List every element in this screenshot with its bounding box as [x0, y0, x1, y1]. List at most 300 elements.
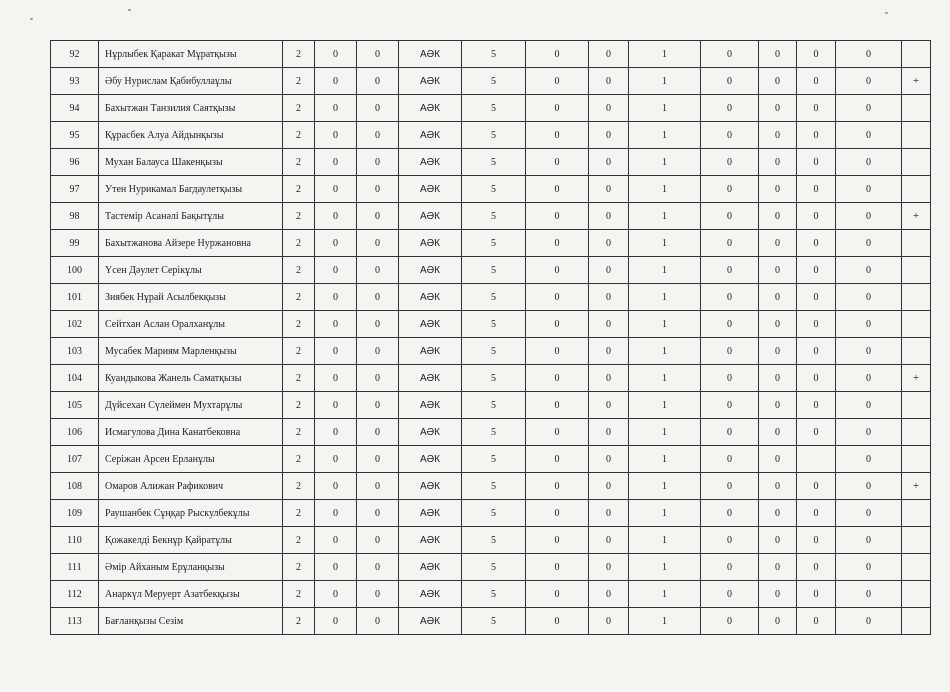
program-code-cell: АӘК: [399, 500, 462, 527]
value-cell: 0: [589, 392, 629, 419]
value-cell: 0: [357, 176, 399, 203]
value-cell: 0: [797, 68, 836, 95]
value-cell: 0: [315, 554, 357, 581]
row-number-cell: 98: [51, 203, 99, 230]
mark-cell: [902, 608, 931, 635]
value-cell: 2: [283, 365, 315, 392]
value-cell: 0: [797, 176, 836, 203]
mark-cell: [902, 581, 931, 608]
value-cell: 0: [357, 338, 399, 365]
value-cell: 2: [283, 284, 315, 311]
value-cell: 5: [462, 527, 526, 554]
table-row: [51, 554, 931, 581]
mark-cell: [902, 446, 931, 473]
value-cell: 0: [797, 608, 836, 635]
row-number-cell: 109: [51, 500, 99, 527]
student-name-cell: Раушанбек Сұңқар Рыскулбекұлы: [99, 500, 283, 527]
value-cell: 1: [629, 284, 701, 311]
program-code-cell: АӘК: [399, 41, 462, 68]
value-cell: 0: [701, 41, 759, 68]
value-cell: 0: [315, 95, 357, 122]
value-cell: 0: [759, 122, 797, 149]
value-cell: 0: [315, 122, 357, 149]
mark-cell: [902, 41, 931, 68]
student-name-cell: Бахытжан Танзилия Саятқызы: [99, 95, 283, 122]
value-cell: 0: [797, 500, 836, 527]
value-cell: 5: [462, 311, 526, 338]
table-row: [51, 311, 931, 338]
value-cell: 5: [462, 203, 526, 230]
value-cell: 0: [315, 608, 357, 635]
mark-cell: +: [902, 365, 931, 392]
value-cell: 0: [526, 608, 589, 635]
value-cell: 0: [701, 446, 759, 473]
value-cell: 2: [283, 527, 315, 554]
value-cell: 2: [283, 446, 315, 473]
value-cell: 0: [526, 419, 589, 446]
value-cell: 0: [589, 203, 629, 230]
value-cell: 0: [589, 365, 629, 392]
value-cell: 0: [315, 446, 357, 473]
value-cell: 0: [836, 446, 902, 473]
mark-cell: [902, 176, 931, 203]
value-cell: 0: [797, 257, 836, 284]
row-number-cell: 95: [51, 122, 99, 149]
value-cell: 0: [701, 500, 759, 527]
value-cell: 0: [836, 365, 902, 392]
value-cell: 0: [759, 419, 797, 446]
value-cell: 1: [629, 392, 701, 419]
row-number-cell: 111: [51, 554, 99, 581]
mark-cell: [902, 284, 931, 311]
value-cell: 5: [462, 41, 526, 68]
program-code-cell: АӘК: [399, 176, 462, 203]
value-cell: 2: [283, 203, 315, 230]
value-cell: 0: [759, 392, 797, 419]
value-cell: 0: [701, 419, 759, 446]
value-cell: 1: [629, 365, 701, 392]
row-number-cell: 102: [51, 311, 99, 338]
value-cell: 0: [836, 257, 902, 284]
value-cell: 0: [526, 554, 589, 581]
value-cell: 0: [357, 68, 399, 95]
value-cell: 1: [629, 473, 701, 500]
value-cell: 0: [526, 203, 589, 230]
value-cell: 0: [315, 203, 357, 230]
value-cell: 1: [629, 176, 701, 203]
value-cell: 0: [589, 419, 629, 446]
value-cell: 0: [357, 365, 399, 392]
value-cell: 5: [462, 149, 526, 176]
value-cell: 0: [589, 311, 629, 338]
mark-cell: [902, 419, 931, 446]
value-cell: 0: [701, 230, 759, 257]
value-cell: 0: [836, 68, 902, 95]
table-row: [51, 230, 931, 257]
student-name-cell: Бағланқызы Сезім: [99, 608, 283, 635]
row-number-cell: 96: [51, 149, 99, 176]
value-cell: 0: [315, 473, 357, 500]
value-cell: 0: [589, 230, 629, 257]
value-cell: 0: [759, 41, 797, 68]
value-cell: 0: [357, 122, 399, 149]
row-number-cell: 107: [51, 446, 99, 473]
table-row: [51, 284, 931, 311]
student-name-cell: Бахытжанова Айзере Нуржановна: [99, 230, 283, 257]
value-cell: 5: [462, 419, 526, 446]
table-row: [51, 446, 931, 473]
value-cell: 0: [836, 230, 902, 257]
row-number-cell: 93: [51, 68, 99, 95]
mark-cell: +: [902, 473, 931, 500]
value-cell: 5: [462, 554, 526, 581]
scan-speck: [30, 18, 33, 20]
scan-speck: [885, 12, 888, 14]
value-cell: 5: [462, 284, 526, 311]
value-cell: 2: [283, 257, 315, 284]
value-cell: 0: [759, 149, 797, 176]
value-cell: 0: [701, 284, 759, 311]
mark-cell: +: [902, 68, 931, 95]
value-cell: 0: [589, 68, 629, 95]
value-cell: 0: [526, 473, 589, 500]
row-number-cell: 103: [51, 338, 99, 365]
value-cell: 2: [283, 95, 315, 122]
row-number-cell: 104: [51, 365, 99, 392]
row-number-cell: 110: [51, 527, 99, 554]
value-cell: 5: [462, 500, 526, 527]
value-cell: 0: [589, 608, 629, 635]
value-cell: 0: [315, 338, 357, 365]
value-cell: 0: [357, 257, 399, 284]
value-cell: 2: [283, 311, 315, 338]
table-row: [51, 581, 931, 608]
program-code-cell: АӘК: [399, 392, 462, 419]
value-cell: 0: [836, 554, 902, 581]
value-cell: 0: [589, 257, 629, 284]
program-code-cell: АӘК: [399, 338, 462, 365]
value-cell: 2: [283, 230, 315, 257]
student-name-cell: Сейтхан Аслан Оралханұлы: [99, 311, 283, 338]
student-name-cell: Әбу Нурислам Қабибуллаұлы: [99, 68, 283, 95]
value-cell: 0: [357, 419, 399, 446]
value-cell: 0: [357, 392, 399, 419]
value-cell: 0: [701, 527, 759, 554]
value-cell: 0: [589, 284, 629, 311]
mark-cell: [902, 554, 931, 581]
value-cell: 0: [315, 311, 357, 338]
table-row: [51, 149, 931, 176]
value-cell: 0: [797, 473, 836, 500]
value-cell: 5: [462, 338, 526, 365]
value-cell: 0: [526, 581, 589, 608]
value-cell: 0: [836, 95, 902, 122]
value-cell: 0: [315, 257, 357, 284]
value-cell: 0: [526, 95, 589, 122]
value-cell: 0: [759, 203, 797, 230]
table-row: [51, 608, 931, 635]
value-cell: 5: [462, 122, 526, 149]
value-cell: 0: [589, 527, 629, 554]
value-cell: 2: [283, 608, 315, 635]
table-row: [51, 41, 931, 68]
value-cell: 0: [797, 419, 836, 446]
value-cell: 0: [759, 608, 797, 635]
program-code-cell: АӘК: [399, 122, 462, 149]
value-cell: 2: [283, 41, 315, 68]
value-cell: 0: [836, 41, 902, 68]
value-cell: 1: [629, 419, 701, 446]
program-code-cell: АӘК: [399, 581, 462, 608]
row-number-cell: 113: [51, 608, 99, 635]
value-cell: 0: [701, 176, 759, 203]
value-cell: 0: [589, 581, 629, 608]
value-cell: 5: [462, 230, 526, 257]
value-cell: 0: [357, 527, 399, 554]
value-cell: 0: [701, 95, 759, 122]
student-name-cell: Мухан Балауса Шакенқызы: [99, 149, 283, 176]
student-name-cell: Қожакелді Бекнұр Қайратұлы: [99, 527, 283, 554]
value-cell: 0: [315, 230, 357, 257]
mark-cell: [902, 122, 931, 149]
student-name-cell: Омаров Алижан Рафикович: [99, 473, 283, 500]
value-cell: 0: [797, 311, 836, 338]
value-cell: 0: [315, 284, 357, 311]
value-cell: 1: [629, 338, 701, 365]
value-cell: 0: [836, 176, 902, 203]
value-cell: 0: [759, 581, 797, 608]
table-row: [51, 203, 931, 230]
student-table: [50, 40, 931, 635]
value-cell: 0: [836, 203, 902, 230]
value-cell: 0: [701, 338, 759, 365]
value-cell: 0: [759, 176, 797, 203]
value-cell: 0: [315, 41, 357, 68]
value-cell: 0: [315, 365, 357, 392]
value-cell: 0: [589, 554, 629, 581]
value-cell: 0: [759, 446, 797, 473]
table-row: [51, 473, 931, 500]
value-cell: 0: [589, 122, 629, 149]
value-cell: 0: [701, 392, 759, 419]
value-cell: 0: [759, 284, 797, 311]
value-cell: 0: [797, 230, 836, 257]
scan-speck: [128, 9, 131, 11]
value-cell: 0: [315, 500, 357, 527]
value-cell: 0: [357, 554, 399, 581]
program-code-cell: АӘК: [399, 230, 462, 257]
value-cell: 0: [836, 608, 902, 635]
value-cell: 0: [589, 338, 629, 365]
value-cell: 5: [462, 95, 526, 122]
value-cell: 0: [701, 554, 759, 581]
table-row: [51, 95, 931, 122]
value-cell: 0: [836, 473, 902, 500]
student-name-cell: Құрасбек Алуа Айдынқызы: [99, 122, 283, 149]
value-cell: 5: [462, 176, 526, 203]
value-cell: 0: [701, 149, 759, 176]
value-cell: 0: [526, 365, 589, 392]
row-number-cell: 112: [51, 581, 99, 608]
value-cell: 0: [357, 230, 399, 257]
mark-cell: [902, 257, 931, 284]
table-row: [51, 122, 931, 149]
value-cell: 0: [836, 527, 902, 554]
value-cell: 0: [797, 95, 836, 122]
value-cell: 1: [629, 500, 701, 527]
value-cell: 1: [629, 554, 701, 581]
value-cell: 0: [526, 68, 589, 95]
row-number-cell: 105: [51, 392, 99, 419]
row-number-cell: 99: [51, 230, 99, 257]
value-cell: 1: [629, 581, 701, 608]
value-cell: 0: [589, 95, 629, 122]
mark-cell: +: [902, 203, 931, 230]
value-cell: 2: [283, 176, 315, 203]
value-cell: 0: [759, 527, 797, 554]
program-code-cell: АӘК: [399, 527, 462, 554]
value-cell: 0: [526, 41, 589, 68]
mark-cell: [902, 149, 931, 176]
value-cell: 0: [836, 284, 902, 311]
value-cell: 0: [836, 581, 902, 608]
program-code-cell: АӘК: [399, 68, 462, 95]
value-cell: 0: [526, 257, 589, 284]
program-code-cell: АӘК: [399, 284, 462, 311]
value-cell: 2: [283, 419, 315, 446]
student-name-cell: Серіжан Арсен Ерланұлы: [99, 446, 283, 473]
value-cell: 0: [759, 257, 797, 284]
value-cell: 0: [797, 203, 836, 230]
value-cell: 0: [589, 446, 629, 473]
value-cell: 0: [315, 581, 357, 608]
program-code-cell: АӘК: [399, 149, 462, 176]
value-cell: 0: [526, 284, 589, 311]
value-cell: 0: [759, 95, 797, 122]
value-cell: 2: [283, 68, 315, 95]
mark-cell: [902, 95, 931, 122]
value-cell: 5: [462, 257, 526, 284]
program-code-cell: АӘК: [399, 95, 462, 122]
table-row: [51, 68, 931, 95]
value-cell: 0: [357, 203, 399, 230]
value-cell: 0: [836, 419, 902, 446]
value-cell: 0: [357, 95, 399, 122]
value-cell: 5: [462, 68, 526, 95]
value-cell: 5: [462, 473, 526, 500]
value-cell: 0: [797, 41, 836, 68]
value-cell: 0: [357, 581, 399, 608]
value-cell: 0: [836, 338, 902, 365]
value-cell: 0: [701, 122, 759, 149]
student-name-cell: Зиябек Нұрай Асылбекқызы: [99, 284, 283, 311]
mark-cell: [902, 527, 931, 554]
value-cell: 0: [836, 149, 902, 176]
value-cell: 0: [315, 527, 357, 554]
value-cell: 1: [629, 203, 701, 230]
value-cell: 0: [315, 176, 357, 203]
value-cell: 0: [797, 122, 836, 149]
mark-cell: [902, 500, 931, 527]
value-cell: 0: [526, 311, 589, 338]
value-cell: 0: [701, 68, 759, 95]
value-cell: 0: [797, 392, 836, 419]
value-cell: 0: [701, 581, 759, 608]
value-cell: 2: [283, 473, 315, 500]
program-code-cell: АӘК: [399, 419, 462, 446]
mark-cell: [902, 392, 931, 419]
value-cell: 0: [357, 41, 399, 68]
value-cell: 0: [759, 68, 797, 95]
value-cell: 0: [526, 338, 589, 365]
student-name-cell: Үсен Дәулет Серікұлы: [99, 257, 283, 284]
value-cell: 1: [629, 608, 701, 635]
value-cell: 0: [589, 41, 629, 68]
program-code-cell: АӘК: [399, 257, 462, 284]
value-cell: 1: [629, 257, 701, 284]
row-number-cell: 108: [51, 473, 99, 500]
value-cell: 1: [629, 527, 701, 554]
value-cell: 0: [526, 149, 589, 176]
value-cell: 0: [701, 473, 759, 500]
value-cell: 5: [462, 392, 526, 419]
value-cell: 5: [462, 581, 526, 608]
table-row: [51, 338, 931, 365]
row-number-cell: 97: [51, 176, 99, 203]
value-cell: 0: [526, 446, 589, 473]
value-cell: 0: [759, 500, 797, 527]
mark-cell: [902, 230, 931, 257]
value-cell: 1: [629, 41, 701, 68]
value-cell: 2: [283, 338, 315, 365]
value-cell: 0: [759, 473, 797, 500]
value-cell: 1: [629, 311, 701, 338]
value-cell: 0: [759, 230, 797, 257]
value-cell: 0: [526, 122, 589, 149]
value-cell: 0: [836, 311, 902, 338]
value-cell: 0: [315, 68, 357, 95]
value-cell: 0: [357, 311, 399, 338]
value-cell: 0: [357, 473, 399, 500]
program-code-cell: АӘК: [399, 473, 462, 500]
value-cell: 0: [357, 500, 399, 527]
value-cell: 0: [589, 473, 629, 500]
table-row: [51, 257, 931, 284]
program-code-cell: АӘК: [399, 365, 462, 392]
value-cell: 0: [797, 149, 836, 176]
value-cell: 0: [836, 392, 902, 419]
value-cell: 0: [797, 581, 836, 608]
value-cell: 0: [315, 419, 357, 446]
value-cell: 0: [759, 311, 797, 338]
student-name-cell: Анаркүл Меруерт Азатбекқызы: [99, 581, 283, 608]
value-cell: 5: [462, 446, 526, 473]
value-cell: 1: [629, 122, 701, 149]
table-row: [51, 527, 931, 554]
value-cell: 5: [462, 365, 526, 392]
value-cell: 0: [701, 365, 759, 392]
program-code-cell: АӘК: [399, 608, 462, 635]
row-number-cell: 100: [51, 257, 99, 284]
value-cell: 0: [526, 230, 589, 257]
value-cell: 0: [701, 311, 759, 338]
row-number-cell: 94: [51, 95, 99, 122]
value-cell: 0: [526, 500, 589, 527]
value-cell: 0: [759, 338, 797, 365]
value-cell: 0: [797, 554, 836, 581]
table-row: [51, 500, 931, 527]
mark-cell: [902, 311, 931, 338]
